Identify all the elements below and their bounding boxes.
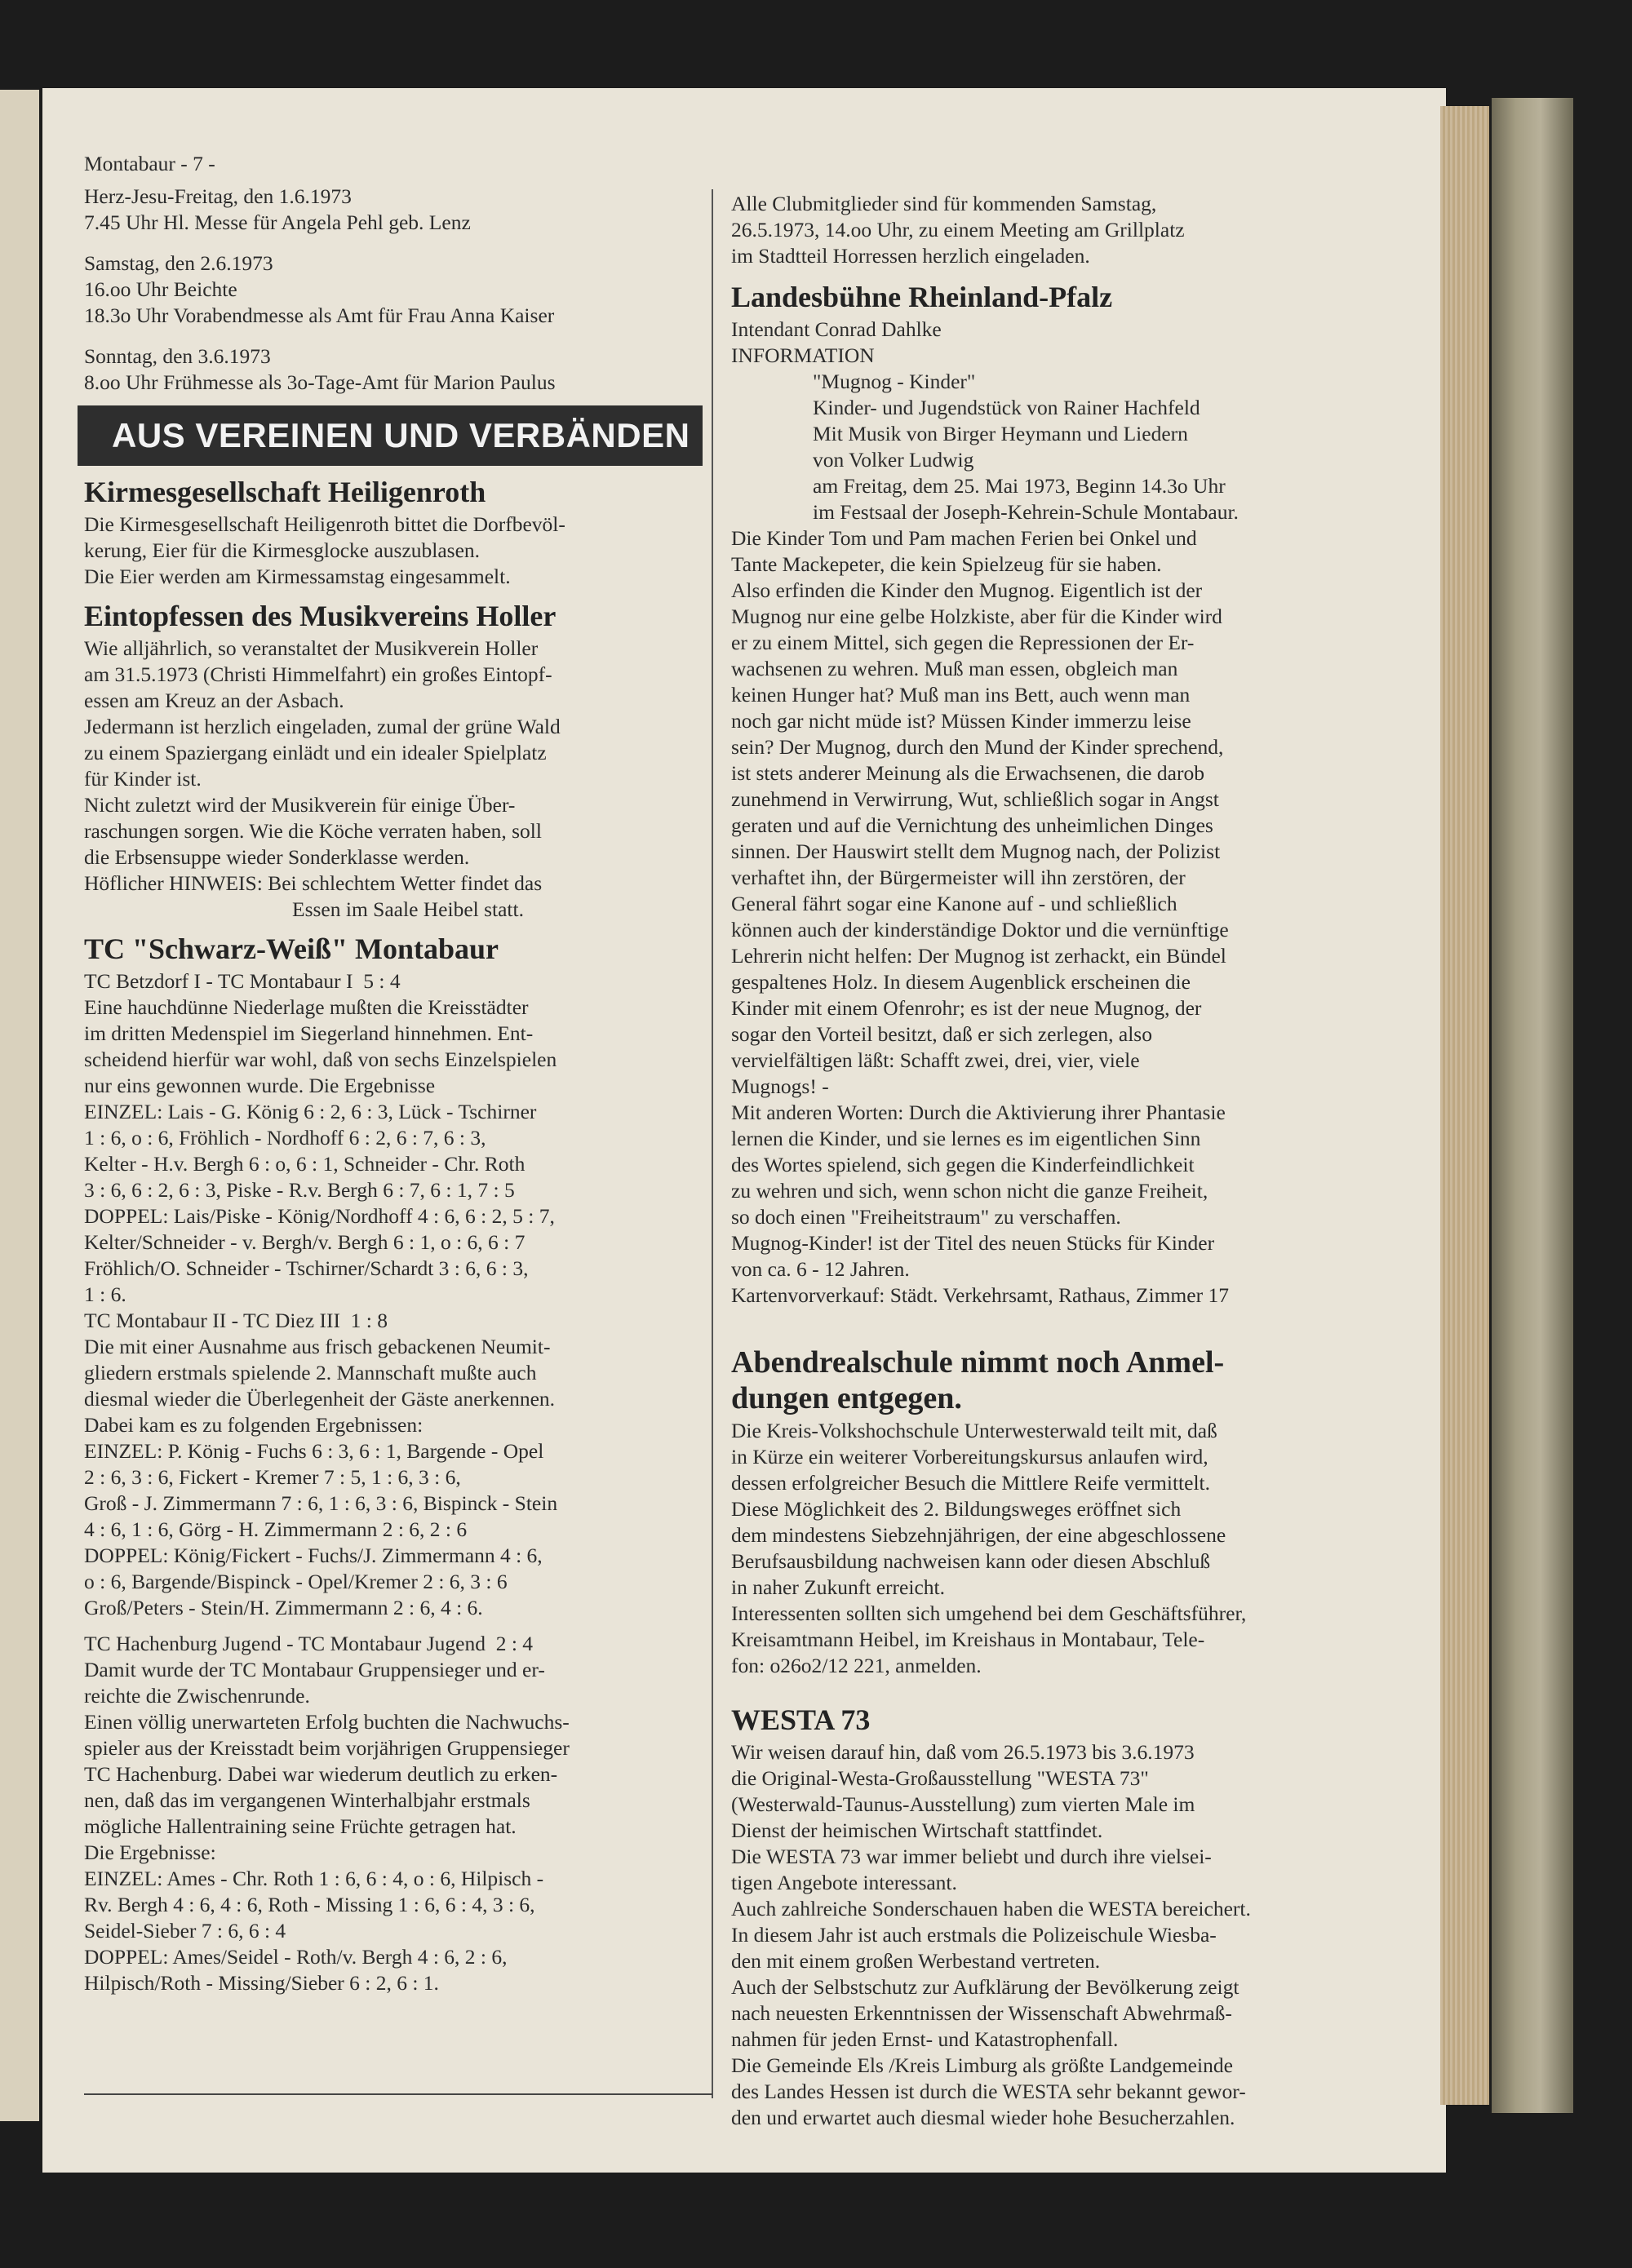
text-line: ist stets anderer Meinung als die Erwachsenen, die darob xyxy=(731,761,1204,785)
text-line: Groß - J. Zimmermann 7 : 6, 1 : 6, 3 : 6, Bispinck - Stein xyxy=(84,1491,558,1515)
text-line: EINZEL: P. König - Fuchs 6 : 3, 6 : 1, Bargende - Opel xyxy=(84,1439,544,1463)
text-line: Damit wurde der TC Montabaur Gruppensieger und er- xyxy=(84,1658,545,1681)
text-line: dessen erfolgreicher Besuch die Mittlere Reife vermittelt. xyxy=(731,1471,1210,1495)
article-title: Eintopfessen des Musikvereins Holler xyxy=(84,600,557,632)
text-line: Fröhlich/O. Schneider - Tschirner/Schardt 3 : 6, 6 : 3, xyxy=(84,1256,529,1280)
text-line: Mugnog nur eine gelbe Holzkiste, aber für die Kinder wird xyxy=(731,605,1222,628)
text-line: "Mugnog - Kinder" xyxy=(813,370,976,393)
text-line: dem mindestens Siebzehnjährigen, der eine abgeschlossene xyxy=(731,1523,1226,1547)
text-line: Dienst der heimischen Wirtschaft stattfindet. xyxy=(731,1818,1103,1842)
text-line: kerung, Eier für die Kirmesglocke auszublasen. xyxy=(84,538,481,562)
text-line: Herz-Jesu-Freitag, den 1.6.1973 xyxy=(84,184,352,208)
landesbuehne-text xyxy=(731,525,1376,1309)
text-line: Die WESTA 73 war immer beliebt und durch ihre vielsei- xyxy=(731,1845,1212,1868)
text-line: geraten und auf die Vernichtung des unheimlichen Dinges xyxy=(731,813,1213,837)
text-line: General fährt sogar eine Kanone auf - und schließlich xyxy=(731,892,1177,915)
text-line: EINZEL: Ames - Chr. Roth 1 : 6, 6 : 4, o : 6, Hilpisch - xyxy=(84,1867,544,1890)
text-line: Kreisamtmann Heibel, im Kreishaus in Montabaur, Tele- xyxy=(731,1628,1205,1651)
text-line: Auch der Selbstschutz zur Aufklärung der Bevölkerung zeigt xyxy=(731,1975,1240,1999)
text-line: Eine hauchdünne Niederlage mußten die Kreisstädter xyxy=(84,995,529,1019)
text-line: Kartenvorverkauf: Städt. Verkehrsamt, Rathaus, Zimmer 17 xyxy=(731,1283,1229,1307)
text-line: wachsenen zu wehren. Muß man essen, obgleich man xyxy=(731,657,1178,680)
text-line: mögliche Hallentraining seine Früchte getragen hat. xyxy=(84,1814,517,1838)
text-line: Dabei kam es zu folgenden Ergebnissen: xyxy=(84,1413,424,1437)
text-line: Auch zahlreiche Sonderschauen haben die WESTA bereichert. xyxy=(731,1897,1251,1920)
text-line: o : 6, Bargende/Bispinck - Opel/Kremer 2 : 6, 3 : 6 xyxy=(84,1570,508,1593)
text-line: reichte die Zwischenrunde. xyxy=(84,1684,310,1708)
text-line: fon: o26o2/12 221, anmelden. xyxy=(731,1654,982,1677)
text-line: für Kinder ist. xyxy=(84,767,202,791)
text-line: 16.oo Uhr Beichte xyxy=(84,277,237,301)
text-line: die Original-Westa-Großausstellung "WESTA 73" xyxy=(731,1766,1149,1790)
text-line: Mit anderen Worten: Durch die Aktivierung ihrer Phantasie xyxy=(731,1101,1226,1124)
article-title: Kirmesgesellschaft Heiligenroth xyxy=(84,476,486,508)
text-line: Mugnogs! - xyxy=(731,1074,829,1098)
text-line: vervielfältigen läßt: Schafft zwei, drei, vier, viele xyxy=(731,1048,1140,1072)
column-bottom-rule xyxy=(84,2093,712,2095)
column-divider xyxy=(712,189,713,2098)
text-line: Kelter - H.v. Bergh 6 : o, 6 : 1, Schneider - Chr. Roth xyxy=(84,1152,526,1176)
text-line: Mugnog-Kinder! ist der Titel des neuen Stücks für Kinder xyxy=(731,1231,1215,1255)
text-line: 7.45 Uhr Hl. Messe für Angela Pehl geb. Lenz xyxy=(84,210,471,234)
book-cover-edge xyxy=(1492,98,1573,2113)
text-line: zu wehren und sich, wenn schon nicht die ganze Freiheit, xyxy=(731,1179,1208,1203)
article-body xyxy=(84,968,704,1996)
text-line: 2 : 6, 3 : 6, Fickert - Kremer 7 : 5, 1 : 6, 3 : 6, xyxy=(84,1465,461,1489)
text-line: gliedern erstmals spielende 2. Mannschaft mußte auch xyxy=(84,1361,537,1384)
text-line: am 31.5.1973 (Christi Himmelfahrt) ein großes Eintopf- xyxy=(84,662,552,686)
landesbuehne-play-info xyxy=(731,369,1376,525)
text-line: essen am Kreuz an der Asbach. xyxy=(84,689,344,712)
text-line: im Stadtteil Horressen herzlich eingeladen. xyxy=(731,244,1090,268)
text-line: Die Kirmesgesellschaft Heiligenroth bittet die Dorfbevöl- xyxy=(84,512,565,536)
article-body xyxy=(84,512,704,590)
text-line: lernen die Kinder, und sie lernes es im eigentlichen Sinn xyxy=(731,1127,1201,1150)
text-line: im Festsaal der Joseph-Kehrein-Schule Montabaur. xyxy=(813,500,1239,524)
text-line: Seidel-Sieber 7 : 6, 6 : 4 xyxy=(84,1919,286,1942)
page-stack-edge xyxy=(1440,106,1489,2105)
section-banner: AUS VEREINEN UND VERBÄNDEN xyxy=(78,405,703,466)
text-line: DOPPEL: König/Fickert - Fuchs/J. Zimmermann 4 : 6, xyxy=(84,1544,543,1567)
text-line: Intendant Conrad Dahlke xyxy=(731,317,942,341)
text-line: Die Kinder Tom und Pam machen Ferien bei Onkel und xyxy=(731,526,1197,550)
article-body xyxy=(84,636,704,923)
abend-title-1: Abendrealschule nimmt noch Anmel- xyxy=(731,1345,1225,1380)
text-line: TC Hachenburg Jugend - TC Montabaur Jugend 2 : 4 xyxy=(84,1632,534,1655)
text-line: in Kürze ein weiterer Vorbereitungskursus anlaufen wird, xyxy=(731,1445,1208,1468)
text-line: von Volker Ludwig xyxy=(813,448,974,472)
text-line: scheidend hierfür war wohl, daß von sechs Einzelspielen xyxy=(84,1048,557,1071)
text-line: am Freitag, dem 25. Mai 1973, Beginn 14.3o Uhr xyxy=(813,474,1226,498)
abend-text xyxy=(731,1418,1376,1679)
text-line: 1 : 6. xyxy=(84,1282,126,1306)
text-line: von ca. 6 - 12 Jahren. xyxy=(731,1257,910,1281)
text-line: 26.5.1973, 14.oo Uhr, zu einem Meeting am Grillplatz xyxy=(731,218,1185,241)
text-line: TC Hachenburg. Dabei war wiederum deutlich zu erken- xyxy=(84,1762,558,1786)
text-line: 1 : 6, o : 6, Fröhlich - Nordhoff 6 : 2, 6 : 7, 6 : 3, xyxy=(84,1126,486,1150)
text-line: gespaltenes Holz. In diesem Augenblick erscheinen die xyxy=(731,970,1191,994)
text-line: Lehrerin nicht helfen: Der Mugnog ist zerhackt, ein Bündel xyxy=(731,944,1226,968)
text-line: Groß/Peters - Stein/H. Zimmermann 2 : 6, 4 : 6. xyxy=(84,1596,483,1619)
landesbuehne-head xyxy=(731,317,1376,369)
text-line: nahmen für jeden Ernst- und Katastrophenfall. xyxy=(731,2027,1119,2051)
article-title: TC "Schwarz-Weiß" Montabaur xyxy=(84,932,499,965)
westa-text xyxy=(731,1739,1376,2131)
text-line: Die Kreis-Volkshochschule Unterwesterwald teilt mit, daß xyxy=(731,1419,1217,1442)
text-line: Nicht zuletzt wird der Musikverein für einige Über- xyxy=(84,793,516,817)
text-line: verhaftet ihn, der Bürgermeister will ihn zerstören, der xyxy=(731,866,1186,889)
westa-title: WESTA 73 xyxy=(731,1703,871,1736)
text-line: Essen im Saale Heibel statt. xyxy=(292,897,524,921)
text-line: nur eins gewonnen wurde. Die Ergebnisse xyxy=(84,1074,436,1097)
text-line: nach neuesten Erkenntnissen der Wissenschaft Abwehrmaß- xyxy=(731,2001,1232,2025)
text-line: den und erwartet auch diesmal wieder hohe Besucherzahlen. xyxy=(731,2106,1235,2129)
page-header: Montabaur - 7 - xyxy=(84,152,215,175)
text-line: Jedermann ist herzlich eingeladen, zumal der grüne Wald xyxy=(84,715,561,738)
right-column xyxy=(731,191,1376,2131)
text-line: Berufsausbildung nachweisen kann oder diesen Abschluß xyxy=(731,1549,1211,1573)
text-line: EINZEL: Lais - G. König 6 : 2, 6 : 3, Lück - Tschirner xyxy=(84,1100,537,1123)
text-line: 8.oo Uhr Frühmesse als 3o-Tage-Amt für Marion Paulus xyxy=(84,370,556,394)
text-line: 3 : 6, 6 : 2, 6 : 3, Piske - R.v. Bergh 6 : 7, 6 : 1, 7 : 5 xyxy=(84,1178,515,1202)
text-line: DOPPEL: Ames/Seidel - Roth/v. Bergh 4 : 6, 2 : 6, xyxy=(84,1945,508,1969)
text-line: sein? Der Mugnog, durch den Mund der Kinder sprechend, xyxy=(731,735,1224,759)
text-line: Kinder- und Jugendstück von Rainer Hachfeld xyxy=(813,396,1200,419)
text-line: Alle Clubmitglieder sind für kommenden Samstag, xyxy=(731,192,1157,215)
text-line: Die Gemeinde Els /Kreis Limburg als größte Landgemeinde xyxy=(731,2053,1233,2077)
text-line: den mit einem großen Werbestand vertreten. xyxy=(731,1949,1101,1973)
text-line: Einen völlig unerwarteten Erfolg buchten die Nachwuchs- xyxy=(84,1710,570,1734)
text-line: sinnen. Der Hauswirt stellt dem Mugnog nach, der Polizist xyxy=(731,839,1221,863)
text-line: sogar den Vorteil besitzt, daß er sich zerlegen, also xyxy=(731,1022,1152,1046)
text-line: des Landes Hessen ist durch die WESTA sehr bekannt gewor- xyxy=(731,2080,1246,2103)
text-line: Die Ergebnisse: xyxy=(84,1841,216,1864)
text-line: zu einem Spaziergang einlädt und ein idealer Spielplatz xyxy=(84,741,547,764)
text-line: INFORMATION xyxy=(731,343,875,367)
mass-entry xyxy=(84,343,704,396)
text-line: Tante Mackepeter, die kein Spielzeug für sie haben. xyxy=(731,552,1162,576)
text-line: Rv. Bergh 4 : 6, 4 : 6, Roth - Missing 1 : 6, 6 : 4, 3 : 6, xyxy=(84,1893,535,1916)
club-intro xyxy=(731,191,1376,269)
text-line: TC Montabaur II - TC Diez III 1 : 8 xyxy=(84,1309,388,1332)
text-line: Interessenten sollten sich umgehend bei dem Geschäftsführer, xyxy=(731,1601,1247,1625)
text-line: Diese Möglichkeit des 2. Bildungsweges eröffnet sich xyxy=(731,1497,1182,1521)
text-line: die Erbsensuppe wieder Sonderklasse werden. xyxy=(84,845,470,869)
left-page-edge xyxy=(0,90,39,2121)
abend-title-2: dungen entgegen. xyxy=(731,1381,962,1415)
text-line: Kinder mit einem Ofenrohr; es ist der neue Mugnog, der xyxy=(731,996,1202,1020)
text-line: Höflicher HINWEIS: Bei schlechtem Wetter findet das xyxy=(84,871,543,895)
text-line: (Westerwald-Taunus-Ausstellung) zum vierten Male im xyxy=(731,1792,1195,1816)
text-line: keinen Hunger hat? Muß man ins Bett, auch wenn man xyxy=(731,683,1191,707)
text-line: Wie alljährlich, so veranstaltet der Musikverein Holler xyxy=(84,636,539,660)
text-line: 4 : 6, 1 : 6, Görg - H. Zimmermann 2 : 6, 2 : 6 xyxy=(84,1517,468,1541)
text-line: Mit Musik von Birger Heymann und Liedern xyxy=(813,422,1188,445)
text-line: Wir weisen darauf hin, daß vom 26.5.1973 bis 3.6.1973 xyxy=(731,1740,1195,1764)
text-line: diesmal wieder die Überlegenheit der Gäste anerkennen. xyxy=(84,1387,556,1411)
text-line: zunehmend in Verwirrung, Wut, schließlich sogar in Angst xyxy=(731,787,1219,811)
text-line: Die mit einer Ausnahme aus frisch gebackenen Neumit- xyxy=(84,1335,551,1358)
text-line: noch gar nicht müde ist? Müssen Kinder immerzu leise xyxy=(731,709,1191,733)
text-line: Samstag, den 2.6.1973 xyxy=(84,251,273,275)
text-line: DOPPEL: Lais/Piske - König/Nordhoff 4 : 6, 6 : 2, 5 : 7, xyxy=(84,1204,555,1228)
text-line: so doch einen "Freiheitstraum" zu verschaffen. xyxy=(731,1205,1121,1229)
text-line: Also erfinden die Kinder den Mugnog. Eigentlich ist der xyxy=(731,578,1203,602)
mass-entry xyxy=(84,184,704,236)
left-articles xyxy=(84,474,704,1996)
mass-schedule xyxy=(84,184,704,396)
text-line: Hilpisch/Roth - Missing/Sieber 6 : 2, 6 : 1. xyxy=(84,1971,439,1995)
text-line: Kelter/Schneider - v. Bergh/v. Bergh 6 : 1, o : 6, 6 : 7 xyxy=(84,1230,526,1254)
text-line: spieler aus der Kreisstadt beim vorjährigen Gruppensieger xyxy=(84,1736,570,1760)
text-line: im dritten Medenspiel im Siegerland hinnehmen. Ent- xyxy=(84,1021,534,1045)
text-line: in naher Zukunft erreicht. xyxy=(731,1575,945,1599)
text-line: TC Betzdorf I - TC Montabaur I 5 : 4 xyxy=(84,969,401,993)
text-line: tigen Angebote interessant. xyxy=(731,1871,957,1894)
text-line: Sonntag, den 3.6.1973 xyxy=(84,344,271,368)
text-line: raschungen sorgen. Wie die Köche verraten haben, soll xyxy=(84,819,542,843)
mass-entry xyxy=(84,250,704,329)
left-column xyxy=(84,151,704,1996)
text-line: er zu einem Mittel, sich gegen die Repressionen der Er- xyxy=(731,631,1195,654)
text-line: In diesem Jahr ist auch erstmals die Polizeischule Wiesba- xyxy=(731,1923,1217,1947)
text-line: des Wortes spielend, sich gegen die Kinderfeindlichkeit xyxy=(731,1153,1195,1176)
text-line: Die Eier werden am Kirmessamstag eingesammelt. xyxy=(84,565,511,588)
text-line: nen, daß das im vergangenen Winterhalbjahr erstmals xyxy=(84,1788,530,1812)
text-line: können auch der kinderständige Doktor und die vernünftige xyxy=(731,918,1229,941)
landesbuehne-title: Landesbühne Rheinland-Pfalz xyxy=(731,281,1113,313)
text-line: 18.3o Uhr Vorabendmesse als Amt für Frau Anna Kaiser xyxy=(84,303,555,327)
